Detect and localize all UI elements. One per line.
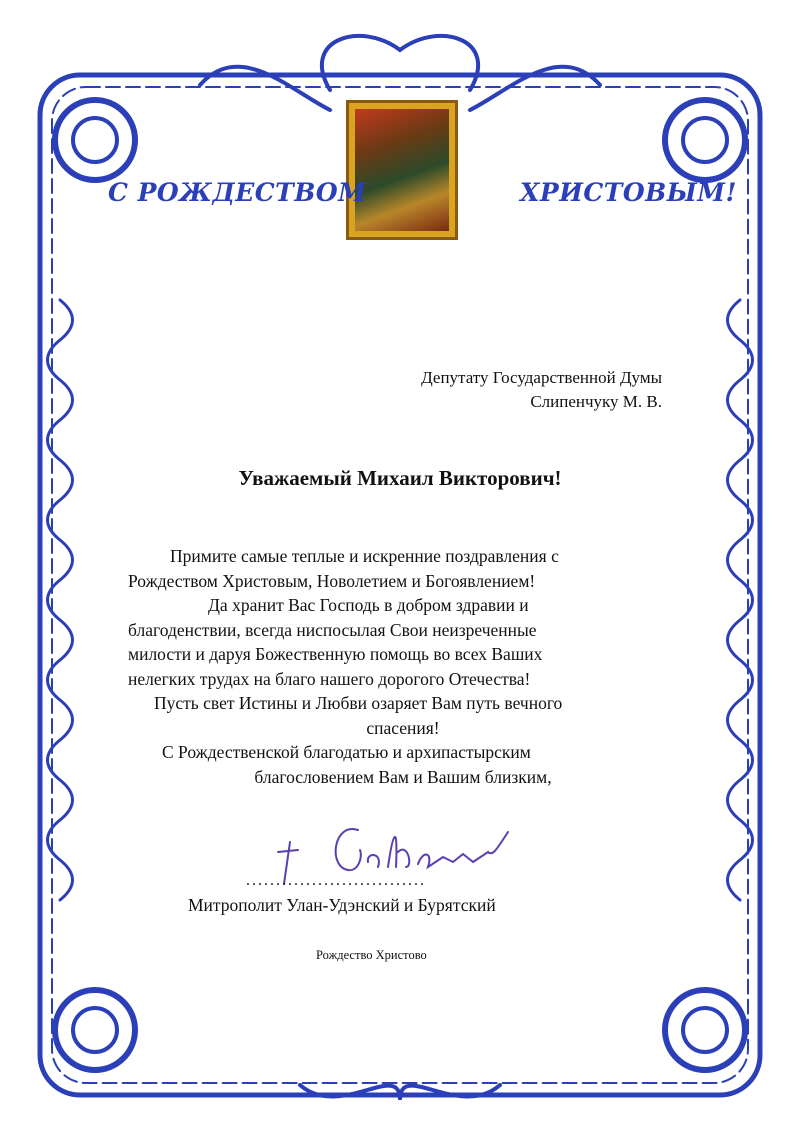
body-line: милости и даруя Божественную помощь во всех Ваших (128, 644, 543, 664)
body-line: Пусть свет Истины и Любви озаряет Вам путь вечного (154, 693, 563, 713)
letter-body (128, 544, 678, 789)
body-line: Примите самые теплые и искренние поздравления с (170, 546, 559, 566)
body-line: спасения! (366, 717, 440, 738)
body-line: Рождеством Христовым, Новолетием и Богоявлением! (128, 570, 536, 591)
addressee-name: Слипенчуку М. В. (530, 392, 662, 411)
header-greeting-left: С РОЖДЕСТВОМ (108, 178, 367, 207)
body-line: благоденствии, всегда ниспосылая Свои неизреченные (128, 619, 537, 640)
body-line: Да хранит Вас Господь в добром здравии и (208, 595, 529, 615)
addressee (421, 366, 662, 414)
body-line: нелегких трудах на благо нашего дорогого Отечества! (128, 668, 531, 689)
body-line: благословением Вам и Вашим близким, (254, 766, 552, 787)
date-line: Рождество Христово (316, 948, 427, 962)
body-line: С Рождественской благодатью и архипастырским (162, 742, 531, 762)
signer-title: Митрополит Улан-Удэнский и Бурятский (188, 895, 496, 915)
header-greeting-right: ХРИСТОВЫМ! (520, 178, 737, 207)
salutation: Уважаемый Михаил Викторович! (238, 466, 562, 490)
nativity-icon-image (346, 100, 458, 240)
signature-line: .............................. (246, 872, 426, 889)
addressee-title: Депутату Государственной Думы (421, 368, 662, 387)
